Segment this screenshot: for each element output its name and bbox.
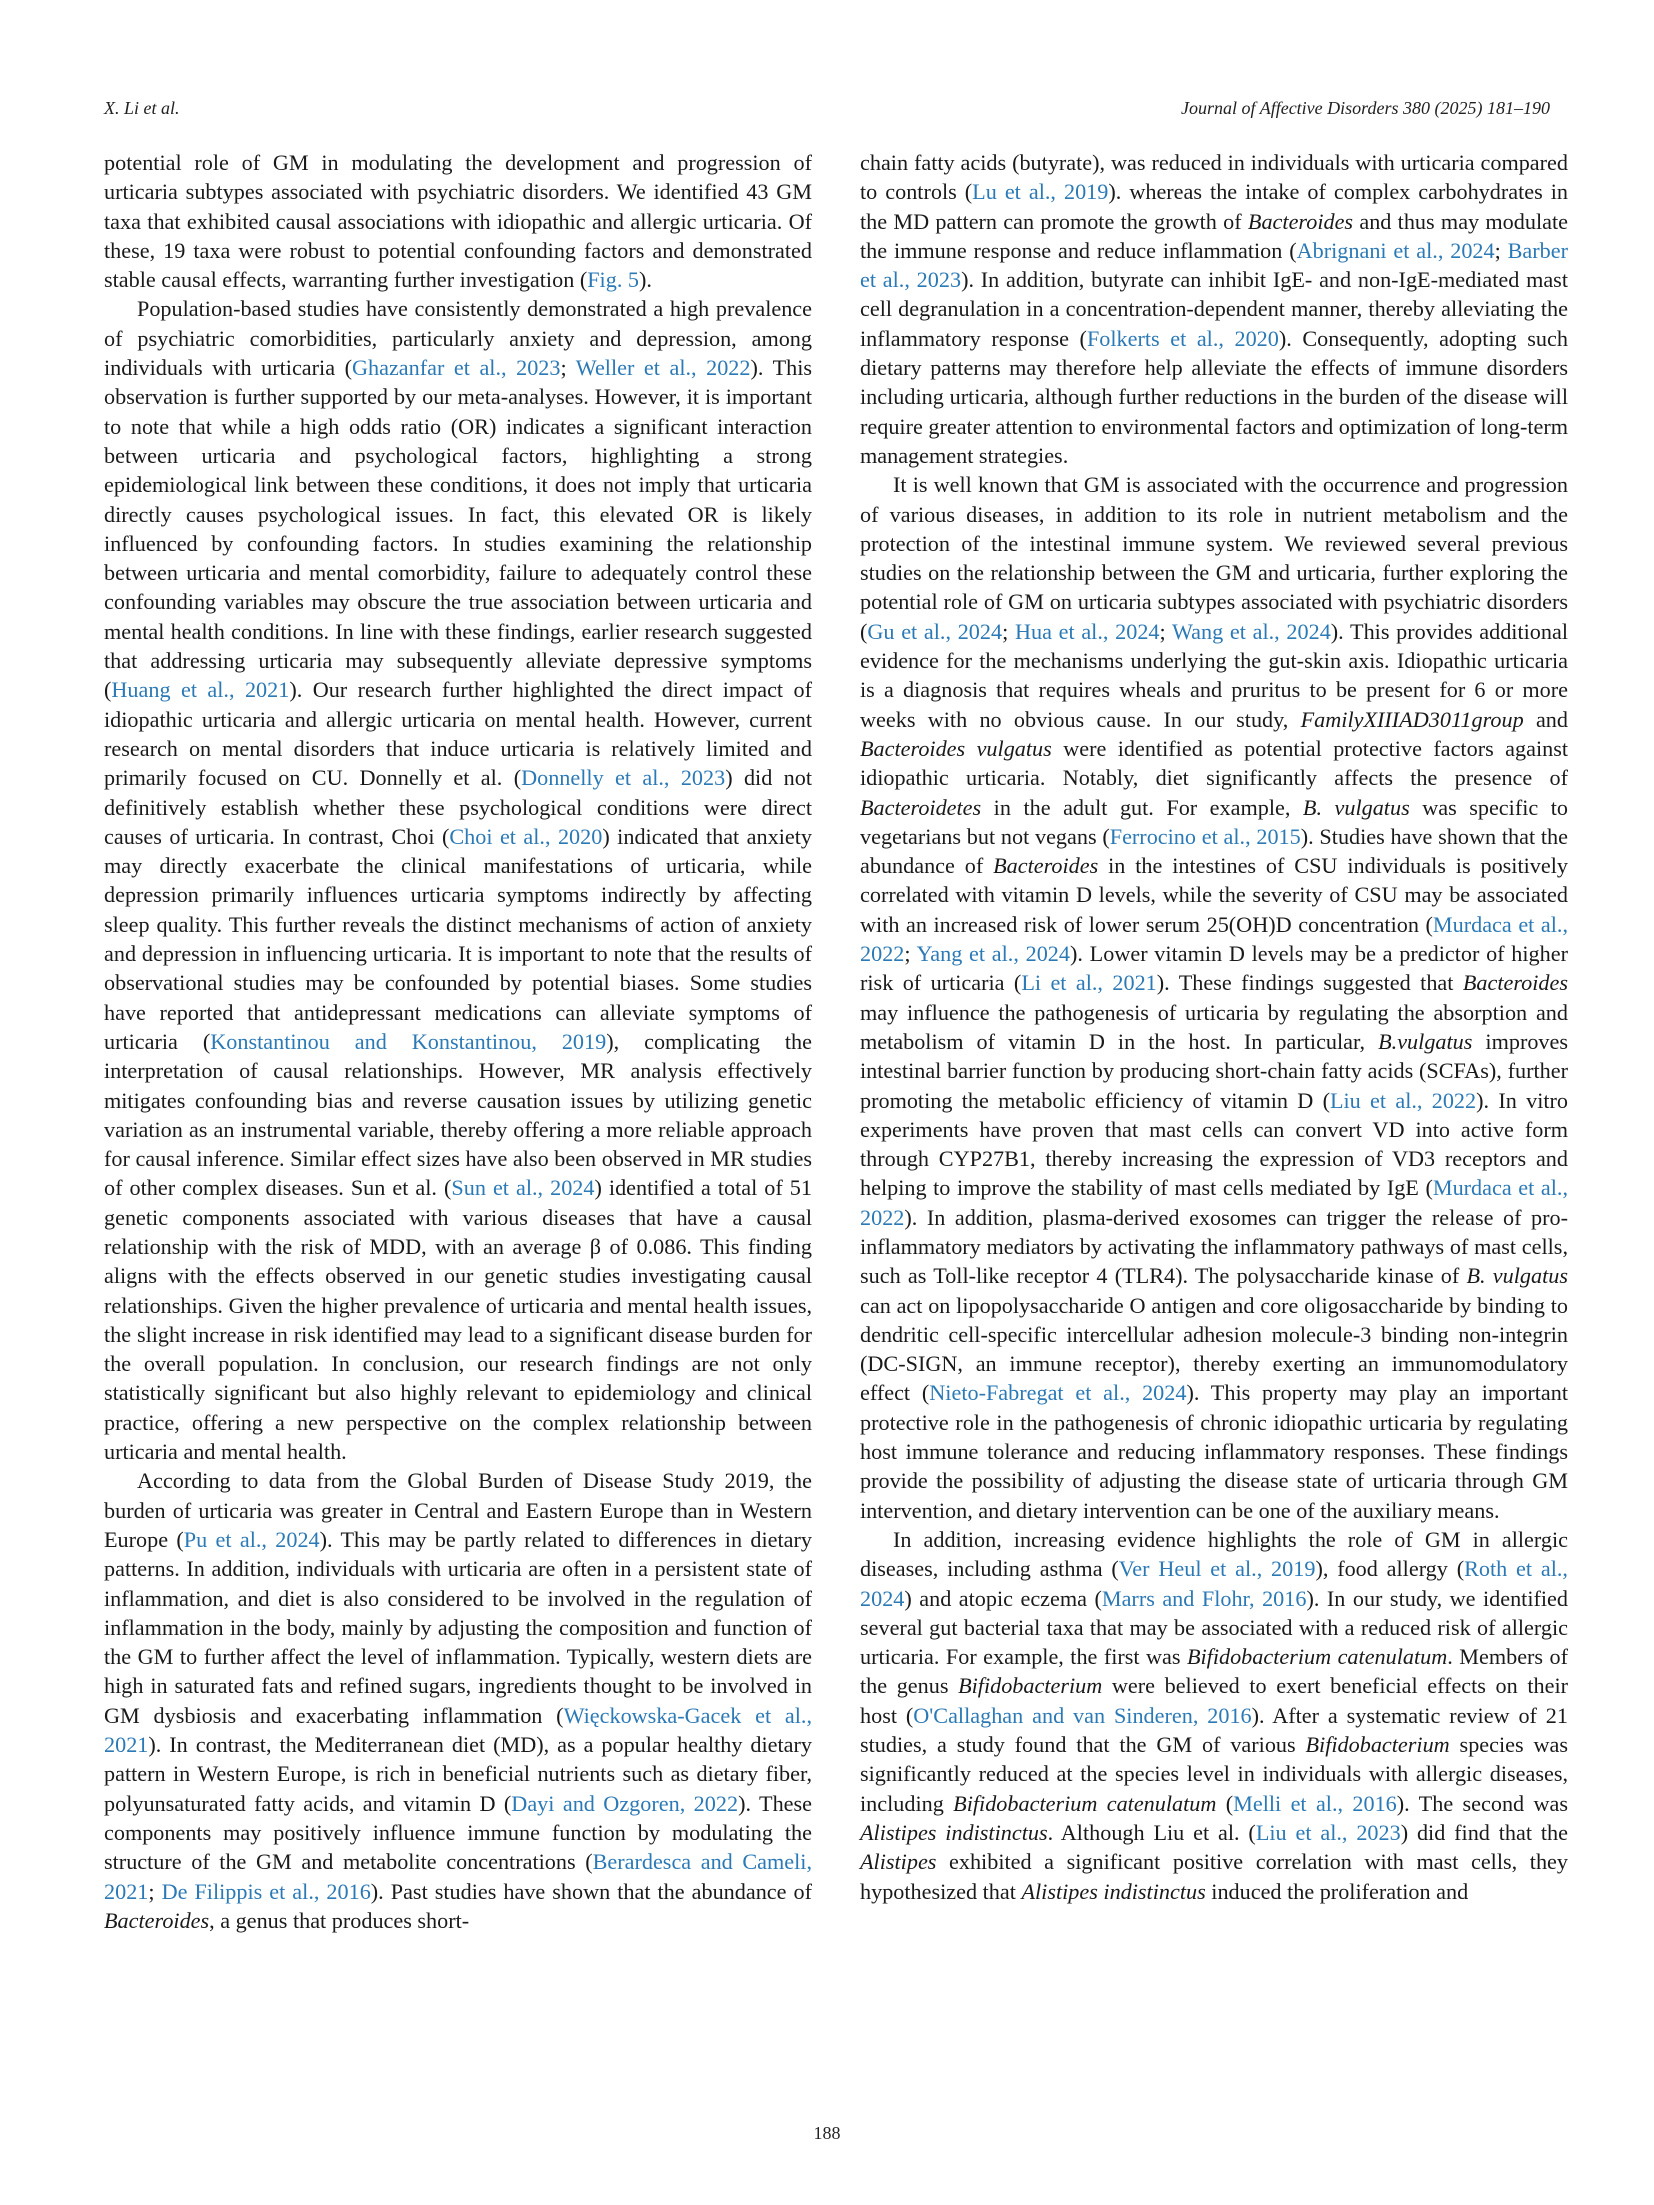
body-text: may influence the pathogenesis of urticaria by regulating the absorption and metabolism of vitamin D in the host. In particular, — [860, 999, 1568, 1054]
body-text: In addition, increasing evidence highlights the role of GM in allergic diseases, including asthma ( — [860, 1526, 1568, 1582]
citation-link[interactable]: Marrs and Flohr, 2016 — [1101, 1585, 1307, 1611]
citation-link[interactable]: Berardesca and Cameli, 2021 — [104, 1849, 812, 1904]
body-text: ). After a systematic review of 21 studies, a study found that the GM of various — [860, 1702, 1568, 1758]
citation-link[interactable]: Nieto-Fabregat et al., 2024 — [929, 1380, 1187, 1406]
body-text: ). In contrast, the Mediterranean diet (MD), as a popular healthy dietary pattern in Western Europe, is rich in beneficial nutrients such as dietary fiber, polyunsaturated fatty acids, and vitamin D ( — [104, 1732, 812, 1816]
paragraph — [860, 148, 1568, 470]
citation-link[interactable]: Dayi and Ozgoren, 2022 — [511, 1790, 739, 1816]
body-text: ). In our study, we identified several gut bacterial taxa that may be associated with a reduced risk of allergic urticaria. For example, the first was — [860, 1585, 1568, 1670]
citation-link[interactable]: Ferrocino et al., 2015 — [1109, 823, 1301, 849]
citation-link[interactable]: Barber et al., 2023 — [860, 237, 1568, 293]
citation-link[interactable]: Roth et al., 2024 — [860, 1556, 1568, 1611]
taxon-name: Alistipes — [860, 1849, 937, 1875]
body-text: ). This property may play an important protective role in the pathogenesis of chronic idiopathic urticaria by regulating host immune tolerance and reducing inflammatory responses. These findings provide the possibility of adjusting the disease state of urticaria through GM intervention, and dietary intervention can be one of the auxiliary means. — [860, 1380, 1568, 1523]
body-text: ). Past studies have shown that the abundance of — [370, 1878, 812, 1904]
taxon-name: Bifidobacterium catenulatum — [1186, 1644, 1448, 1670]
body-text: ). This may be partly related to differences in dietary patterns. In addition, individuals with urticaria are often in a persistent state of inflammation, and diet is also considered to be involved in the regulation of inflammation in the body, mainly by adjusting the composition and function of the GM to further affect the level of inflammation. Typically, western diets are high in saturated fats and refined sugars, ingredients thought to be involved in GM dysbiosis and exacerbating inflammation ( — [104, 1526, 812, 1728]
body-text: ). In addition, butyrate can inhibit IgE- and non-IgE-mediated mast cell degranulation in a concentration-dependent manner, thereby alleviating the inflammatory response ( — [860, 267, 1568, 351]
body-text: species was significantly reduced at the species level in individuals with allergic diseases, including — [860, 1732, 1568, 1816]
taxon-name: Bifidobacterium catenulatum — [953, 1790, 1217, 1816]
citation-link[interactable]: Gu et al., 2024 — [867, 618, 1003, 644]
body-text: ). whereas the intake of complex carbohydrates in the MD pattern can promote the growth of — [860, 179, 1569, 234]
body-text: induced the proliferation and — [1205, 1878, 1469, 1904]
taxon-name: Bacteroides vulgatus — [860, 735, 1052, 761]
taxon-name: Bifidobacterium — [1305, 1732, 1450, 1758]
header-authors: X. Li et al. — [104, 98, 180, 118]
body-text: ). Lower vitamin D levels may be a predictor of higher risk of urticaria ( — [860, 941, 1568, 996]
body-text: ), food allergy ( — [1315, 1556, 1465, 1582]
left-column — [104, 148, 812, 1935]
body-text: ( — [1216, 1790, 1234, 1816]
body-text: . Although Liu et al. ( — [1047, 1819, 1256, 1845]
taxon-name: B.vulgatus — [1378, 1028, 1473, 1054]
taxon-name: Bifidobacterium — [958, 1673, 1103, 1699]
citation-link[interactable]: O'Callaghan and van Sinderen, 2016 — [913, 1702, 1252, 1728]
body-text: ) did not definitively establish whether these psychological conditions were direct causes of urticaria. In contrast, Choi ( — [104, 765, 813, 849]
taxon-name: Alistipes indistinctus — [1021, 1878, 1206, 1904]
citation-link[interactable]: Abrignani et al., 2024 — [1296, 237, 1495, 263]
citation-link[interactable]: De Filippis et al., 2016 — [161, 1878, 371, 1904]
taxon-name: FamilyXIIIAD3011group — [1300, 706, 1524, 732]
taxon-name: Alistipes indistinctus — [860, 1819, 1048, 1845]
citation-link[interactable]: Murdaca et al., 2022 — [860, 911, 1569, 967]
citation-link[interactable]: Huang et al., 2021 — [111, 677, 290, 703]
body-text: ). Studies have shown that the abundance of — [860, 823, 1568, 879]
citation-link[interactable]: Ver Heul et al., 2019 — [1118, 1556, 1316, 1582]
body-text: ; — [1159, 618, 1172, 644]
right-column — [860, 148, 1568, 1906]
body-text: ). These components may positively influence immune function by modulating the structure of the GM and metabolite concentrations ( — [104, 1790, 812, 1875]
body-text: ) indicated that anxiety may directly exacerbate the clinical manifestations of urticaria, while depression primarily influences urticaria symptoms indirectly by affecting sleep quality. This further reveals the distinct mechanisms of action of anxiety and depression in influencing urticaria. It is important to note that the results of observational studies may be confounded by potential biases. Some studies have reported that antidepressant medications can alleviate symptoms of urticaria ( — [104, 823, 812, 1054]
taxon-name: B. vulgatus — [1466, 1263, 1568, 1289]
body-text: improves intestinal barrier function by producing short-chain fatty acids (SCFAs), further promoting the metabolic efficiency of vitamin D ( — [860, 1028, 1569, 1113]
body-text: chain fatty acids (butyrate), was reduced in individuals with urticaria compared to controls ( — [860, 150, 1568, 205]
body-text: and thus may modulate the immune response and reduce inflammation ( — [860, 208, 1568, 263]
citation-link[interactable]: Więckowska-Gacek et al., 2021 — [104, 1702, 812, 1758]
taxon-name: B. vulgatus — [1302, 794, 1410, 820]
body-text: were believed to exert beneficial effects on their host ( — [860, 1673, 1568, 1728]
citation-link[interactable]: Hua et al., 2024 — [1014, 618, 1160, 644]
citation-link[interactable]: Yang et al., 2024 — [916, 941, 1070, 967]
body-text: . Members of the genus — [860, 1644, 1568, 1699]
body-text: ). Consequently, adopting such dietary patterns may therefore help alleviate the effects of immune disorders including urticaria, although further reductions in the burden of the disease will require greater attention to environmental factors and optimization of long-term management strategies. — [860, 325, 1568, 468]
citation-link[interactable]: Lu et al., 2019 — [972, 179, 1109, 205]
citation-link[interactable]: Murdaca et al., 2022 — [860, 1175, 1568, 1230]
body-text: in the intestines of CSU individuals is positively correlated with vitamin D levels, while the severity of CSU may be associated with an increased risk of lower serum 25(OH)D concentration ( — [860, 853, 1568, 937]
citation-link[interactable]: Liu et al., 2022 — [1329, 1087, 1477, 1113]
body-text: in the adult gut. For example, — [981, 794, 1303, 820]
body-text: ). Our research further highlighted the direct impact of idiopathic urticaria and allergic urticaria on mental health. However, current research on mental disorders that induce urticaria is relatively limited and primarily focused on CU. Donnelly et al. ( — [104, 677, 812, 791]
body-text: ; — [1002, 618, 1015, 644]
taxon-name: Bacteroidetes — [860, 794, 982, 820]
body-text: ). The second was — [1396, 1790, 1568, 1816]
paragraph — [104, 294, 812, 1466]
citation-link[interactable]: Li et al., 2021 — [1021, 970, 1157, 996]
body-text: ), complicating the interpretation of causal relationships. However, MR analysis effectively mitigates confounding bias and reverse causation issues by utilizing genetic variation as an instrumental variable, thereby offering a more reliable approach for causal inference. Similar effect sizes have also been observed in MR studies of other complex diseases. Sun et al. ( — [104, 1028, 812, 1201]
citation-link[interactable]: Sun et al., 2024 — [451, 1175, 595, 1201]
body-text: ; — [1494, 237, 1508, 263]
citation-link[interactable]: Melli et al., 2016 — [1233, 1790, 1397, 1816]
citation-link[interactable]: Wang et al., 2024 — [1172, 618, 1331, 644]
body-text: potential role of GM in modulating the development and progression of urticaria subtypes associated with psychiatric disorders. We identified 43 GM taxa that exhibited causal associations with idiopathic and allergic urticaria. Of these, 19 taxa were robust to potential confounding factors and demonstrated stable causal effects, warranting further investigation ( — [104, 150, 812, 293]
citation-link[interactable]: Fig. 5 — [587, 267, 640, 293]
body-text: ) did find that the — [1400, 1819, 1568, 1845]
citation-link[interactable]: Donnelly et al., 2023 — [521, 765, 726, 791]
body-text: Population-based studies have consistently demonstrated a high prevalence of psychiatric comorbidities, particularly anxiety and depression, among individuals with urticaria ( — [104, 296, 812, 381]
taxon-name: Bacteroides — [104, 1907, 210, 1933]
paragraph — [104, 1466, 812, 1935]
page-number: 188 — [813, 2123, 841, 2143]
body-text: According to data from the Global Burden of Disease Study 2019, the burden of urticaria was greater in Central and Eastern Europe than in Western Europe ( — [104, 1468, 812, 1552]
citation-link[interactable]: Liu et al., 2023 — [1255, 1819, 1401, 1845]
citation-link[interactable]: Choi et al., 2020 — [449, 823, 603, 849]
citation-link[interactable]: Ghazanfar et al., 2023 — [351, 355, 561, 381]
body-text: ). In vitro experiments have proven that mast cells can convert VD into active form through CYP27B1, thereby increasing the expression of VD3 receptors and helping to improve the stability of mast cells mediated by IgE ( — [860, 1087, 1569, 1201]
body-text: and — [1523, 706, 1568, 732]
citation-link[interactable]: Konstantinou and Konstantinou, 2019 — [210, 1028, 607, 1054]
running-header — [104, 98, 1550, 122]
body-text: , a genus that produces short- — [209, 1907, 470, 1933]
body-text: ) and atopic eczema ( — [904, 1585, 1102, 1611]
body-text: can act on lipopolysaccharide O antigen and core oligosaccharide by binding to dendritic cell-specific intercellular adhesion molecule-3 binding non-integrin (DC-SIGN, an immune receptor), thereby exerting an immunomodulatory effect ( — [860, 1292, 1568, 1406]
taxon-name: Bacteroides — [1247, 208, 1354, 234]
body-text: ). This observation is further supported by our meta-analyses. However, it is important to note that while a high odds ratio (OR) indicates a significant interaction between urticaria and psychological factors, highlighting a strong epidemiological link between these conditions, it does not imply that urticaria directly causes psychological issues. In fact, this elevated OR is likely influenced by confounding factors. In studies examining the relationship between urticaria and mental comorbidity, failure to adequately control these confounding variables may obscure the true association between urticaria and mental health conditions. In line with these findings, earlier research suggested that addressing urticaria may subsequently alleviate depressive symptoms ( — [104, 355, 813, 703]
body-text: ). In addition, plasma-derived exosomes can trigger the release of pro-inflammatory mediators by activating the inflammatory pathways of mast cells, such as Toll-like receptor 4 (TLR4). The polysaccharide kinase of — [860, 1204, 1568, 1289]
body-text: ; — [904, 941, 917, 967]
body-text: ; — [560, 355, 576, 381]
body-text: were identified as potential protective factors against idiopathic urticaria. Notably, diet significantly affects the presence of — [860, 735, 1568, 791]
body-text: ). These findings suggested that — [1156, 970, 1463, 996]
body-text: ). — [639, 267, 652, 293]
body-text: It is well known that GM is associated with the occurrence and progression of various diseases, in addition to its role in nutrient metabolism and the protection of the intestinal immune system. We reviewed several previous studies on the relationship between the GM and urticaria, further exploring the potential role of GM on urticaria subtypes associated with psychiatric disorders ( — [860, 472, 1568, 644]
paragraph — [860, 1525, 1568, 1906]
body-text: exhibited a significant positive correlation with mast cells, they hypothesized that — [860, 1849, 1568, 1904]
header-journal: Journal of Affective Disorders 380 (2025) 181–190 — [1181, 98, 1550, 118]
body-text: ; — [148, 1878, 162, 1904]
citation-link[interactable]: Weller et al., 2022 — [575, 355, 751, 381]
taxon-name: Bacteroides — [1462, 970, 1569, 996]
citation-link[interactable]: Pu et al., 2024 — [183, 1526, 320, 1552]
body-text: ) identified a total of 51 genetic components associated with various diseases that have a causal relationship with the risk of MDD, with an average β of 0.086. This finding aligns with the effects observed in our genetic studies investigating causal relationships. Given the higher prevalence of urticaria and mental health issues, the slight increase in risk identified may lead to a significant disease burden for the overall population. In conclusion, our research findings are not only statistically significant but also highly relevant to epidemiology and clinical practice, offering a new perspective on the complex relationship between urticaria and mental health. — [104, 1175, 812, 1465]
citation-link[interactable]: Folkerts et al., 2020 — [1086, 325, 1279, 351]
paragraph — [104, 148, 812, 294]
paragraph — [860, 470, 1568, 1525]
body-text: ). This provides additional evidence for the mechanisms underlying the gut-skin axis. Idiopathic urticaria is a diagnosis that requires wheals and pruritus to be present for 6 or more weeks with no obvious cause. In our study, — [860, 618, 1569, 732]
body-text: was specific to vegetarians but not vegans ( — [860, 794, 1568, 849]
taxon-name: Bacteroides — [993, 853, 1099, 879]
